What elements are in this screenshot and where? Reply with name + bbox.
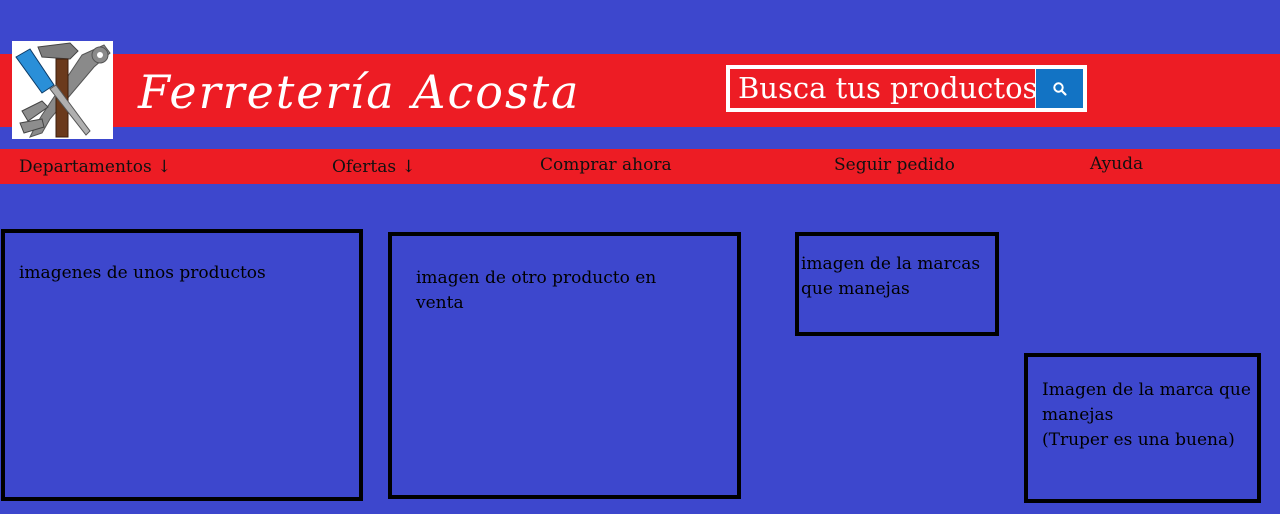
placeholder-text: Imagen de la marca que manejas (Truper es una buena) — [1042, 380, 1251, 450]
search-icon — [1052, 81, 1068, 97]
tools-icon — [12, 41, 113, 139]
product-image-placeholder-1 — [1, 229, 363, 501]
search-input[interactable] — [730, 69, 1035, 108]
search-field-frame — [730, 69, 1035, 108]
nav-ofertas[interactable]: Ofertas ↓ — [332, 157, 416, 177]
search-button[interactable] — [1036, 69, 1083, 108]
placeholder-text: imagen de otro producto en venta — [416, 268, 657, 313]
main-nav — [0, 149, 1280, 184]
nav-departamentos[interactable]: Departamentos ↓ — [19, 157, 172, 177]
placeholder-text: imagenes de unos productos — [19, 263, 266, 283]
placeholder-text: imagen de la marcas que manejas — [801, 254, 981, 299]
brand-name: Ferretería Acosta — [138, 65, 581, 119]
nav-comprar-ahora[interactable]: Comprar ahora — [540, 155, 672, 175]
logo[interactable] — [12, 41, 113, 139]
nav-seguir-pedido[interactable]: Seguir pedido — [834, 155, 955, 175]
brand-image-placeholder-2 — [1024, 353, 1261, 503]
search-bar — [726, 65, 1087, 112]
brand-image-placeholder-1 — [795, 232, 999, 336]
product-image-placeholder-2 — [388, 232, 741, 499]
nav-ayuda[interactable]: Ayuda — [1090, 154, 1144, 174]
